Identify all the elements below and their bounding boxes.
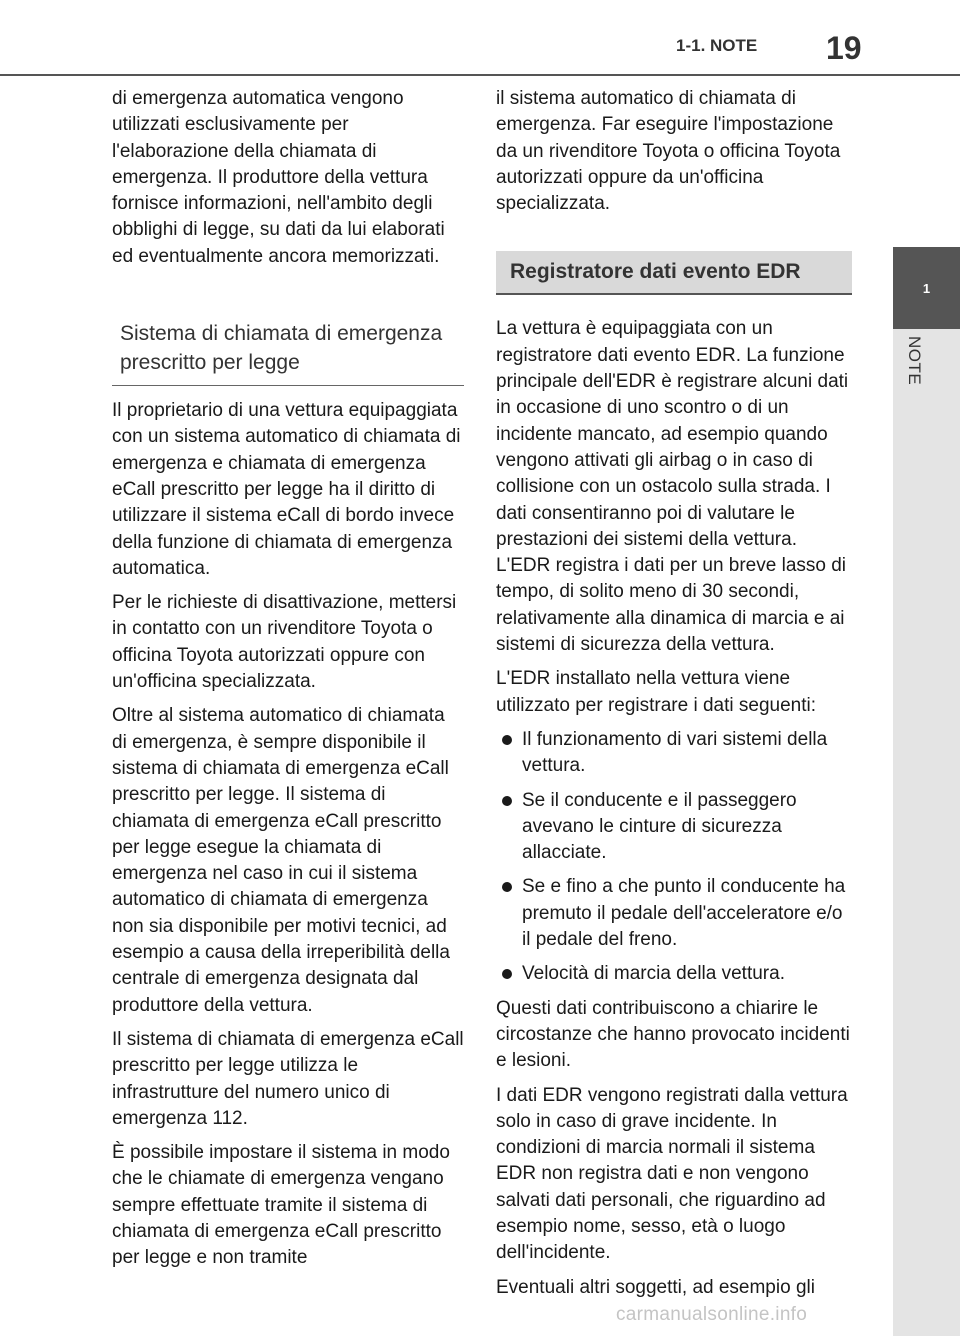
header-divider xyxy=(0,74,960,76)
paragraph: Questi dati contribuiscono a chiarire le circostanze che hanno provocato incidenti e lesioni. xyxy=(496,997,850,1072)
paragraph: I dati EDR vengono registrati dalla vettura solo in caso di grave incidente. In condizioni di marcia normali il sistema EDR non registra dati e non vengono salvati dati personali, che riguardino ad esempio nome, sesso, età o luogo dell'incidente. xyxy=(496,1084,848,1264)
page-number: 19 xyxy=(826,30,862,66)
paragraph: Oltre al sistema automatico di chiamata di emergenza, è sempre disponibile il sistema di chiamata di emergenza eCall prescritto per legge. Il sistema di chiamata di emergenza eCall prescritto per legge esegue la chiamata di emergenza nel caso in cui il sistema automatico di chiamata di emergenza non sia disponibile per motivi tecnici, ad esempio a causa della irreperibilità della centrale di emergenza designata dal produttore della vettura. xyxy=(112,705,450,1016)
bullet-text: Velocità di marcia della vettura. xyxy=(522,963,785,985)
heading-edr: Registratore dati evento EDR xyxy=(496,251,852,295)
section-title: 1-1. NOTE xyxy=(676,36,758,55)
paragraph: Il proprietario di una vettura equipaggiata con un sistema automatico di chiamata di emergenza e chiamata di emergenza eCall prescritto per legge ha il diritto di utilizzare il sistema eCall di bordo invece della funzione di chiamata di emergenza automatica. xyxy=(112,400,461,579)
paragraph: di emergenza automatica vengono utilizzati esclusivamente per l'elaborazione della chiamata di emergenza. Il produttore della vettura fornisce informazioni, nell'ambito degli obblighi di legge, su dati da lui elaborati ed eventualmente ancora memorizzati. xyxy=(112,88,445,267)
bullet-item xyxy=(496,961,852,987)
chapter-strip xyxy=(893,329,960,1336)
subheading-emergency-call: Sistema di chiamata di emergenza prescritto per legge xyxy=(112,312,464,386)
paragraph: Eventuali altri soggetti, ad esempio gli xyxy=(496,1276,815,1298)
left-column xyxy=(112,86,464,1280)
paragraph: Il sistema di chiamata di emergenza eCall prescritto per legge utilizza le infrastrutture del numero unico di emergenza 112. xyxy=(112,1028,464,1129)
bullet-item xyxy=(496,727,852,780)
right-column xyxy=(496,86,852,1309)
page-header xyxy=(0,0,960,80)
chapter-number: 1 xyxy=(922,280,931,296)
bullet-item xyxy=(496,874,852,953)
bullet-dot-icon xyxy=(502,735,512,745)
paragraph: È possibile impostare il sistema in modo che le chiamate di emergenza vengano sempre effettuate tramite il sistema di chiamata di emergenza eCall prescritto per legge e non tramite xyxy=(112,1142,450,1269)
bullet-dot-icon xyxy=(502,882,512,892)
chapter-label: NOTE xyxy=(905,336,924,386)
bullet-text: Il funzionamento di vari sistemi della vettura. xyxy=(522,728,828,777)
watermark: carmanualsonline.info xyxy=(616,1304,808,1325)
bullet-dot-icon xyxy=(502,796,512,806)
bullet-text: Se e fino a che punto il conducente ha premuto il pedale dell'acceleratore e/o il pedale del freno. xyxy=(522,876,846,951)
chapter-tab[interactable] xyxy=(893,247,960,329)
paragraph: il sistema automatico di chiamata di emergenza. Far eseguire l'impostazione da un rivenditore Toyota o officina Toyota autorizzati oppure da un'officina specializzata. xyxy=(496,88,841,215)
bullet-item xyxy=(496,788,852,867)
paragraph: La vettura è equipaggiata con un registratore dati evento EDR. La funzione principale dell'EDR è registrare alcuni dati in occasione di uno scontro o di un incidente mancato, ad esempio quando vengono attivati gli airbag o in caso di collisione con un ostacolo sulla strada. I dati consentiranno poi di valutare le prestazioni dei sistemi della vettura. L'EDR registra i dati per un breve lasso di tempo, di solito meno di 30 secondi, relativamente alla dinamica di marcia e ai sistemi di sicurezza della vettura. xyxy=(496,318,849,656)
paragraph: Per le richieste di disattivazione, mettersi in contatto con un rivenditore Toyota o officina Toyota autorizzati oppure con un'officina specializzata. xyxy=(112,592,457,693)
bullet-dot-icon xyxy=(502,969,512,979)
paragraph: L'EDR installato nella vettura viene utilizzato per registrare i dati seguenti: xyxy=(496,668,816,716)
bullet-text: Se il conducente e il passeggero avevano le cinture di sicurezza allacciate. xyxy=(522,789,797,864)
